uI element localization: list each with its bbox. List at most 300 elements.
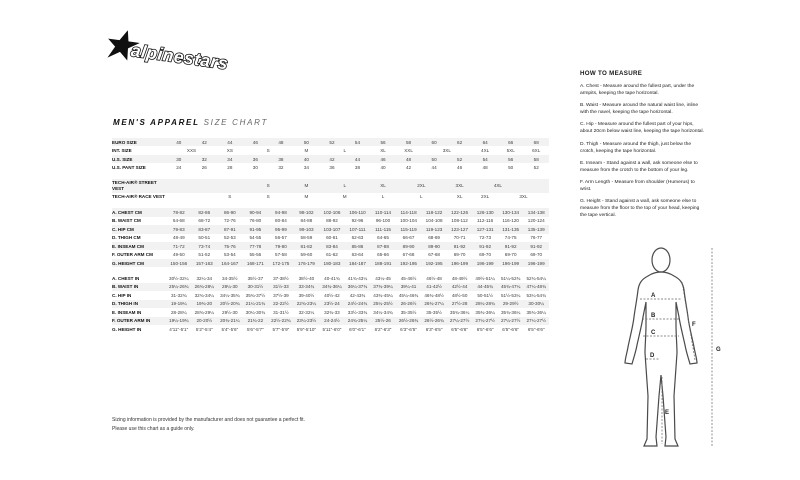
- size-cell: 35¾-36¼: [449, 309, 470, 315]
- size-cell: 32: [278, 165, 284, 170]
- measure-instruction-height: G. Height - Stand against a wall, ask someone else to measure from the floor to the top of your head, keeping the tape vertical.: [580, 199, 700, 219]
- size-cell: L: [343, 183, 346, 189]
- row-label: TECH-AIR® RACE VEST: [112, 194, 165, 200]
- figure-body-outline: [625, 272, 697, 446]
- size-cell: XL: [380, 148, 386, 154]
- size-cell: 92-96: [351, 218, 364, 224]
- size-cell: 48-49: [172, 235, 185, 241]
- row-label: TECH-AIR® STREET VEST: [112, 180, 157, 191]
- table-row: [112, 234, 549, 242]
- size-cell: 100-104: [400, 218, 417, 224]
- size-cell: 91-92: [504, 243, 517, 249]
- size-cell: 134-138: [527, 209, 545, 215]
- size-cell: 2XL: [417, 183, 426, 189]
- size-cell: 130-134: [502, 209, 520, 215]
- size-cell: 34¼-35¾: [220, 292, 240, 298]
- size-cell: 85-86: [351, 243, 364, 249]
- size-cell: 28¾-29¼: [194, 309, 214, 315]
- row-label: EURO SIZE: [112, 139, 137, 145]
- size-cell: 23½-24: [324, 301, 340, 307]
- size-cell: 32: [201, 156, 207, 162]
- size-cell: 35¾-36¼: [475, 309, 495, 315]
- size-cell: 48½-50: [451, 292, 468, 298]
- size-cell: [523, 179, 549, 193]
- size-cell: 49-50: [172, 252, 185, 258]
- body-diagram: [596, 246, 746, 458]
- size-cell: 115-119: [400, 226, 417, 232]
- size-cell: 110-114: [374, 209, 392, 215]
- row-label: U.S. PANT SIZE: [112, 165, 146, 170]
- size-cell: S: [228, 194, 232, 200]
- size-cell: M: [304, 194, 309, 200]
- size-cell: 22½-22¾: [271, 318, 291, 324]
- size-cell: 51¼-52¾: [500, 275, 521, 281]
- size-cell: 68: [533, 139, 539, 145]
- size-cell: 33½-33¾: [347, 309, 368, 315]
- size-cell: 135-139: [527, 226, 545, 232]
- size-cell: 150-156: [170, 260, 188, 266]
- size-cell: 26-26½: [400, 301, 417, 307]
- size-cell: XL: [456, 194, 463, 200]
- size-cell: 42½-44: [451, 284, 468, 290]
- size-cell: 64-68: [172, 218, 185, 224]
- size-cell: 66: [508, 139, 514, 145]
- size-cell: 27¼-27½: [526, 318, 546, 324]
- size-cell: 71-72: [172, 243, 185, 249]
- size-cell: 6'2"-6'3": [374, 326, 392, 332]
- size-cell: 28¼-28¾: [475, 301, 495, 307]
- table-row: [112, 291, 549, 299]
- size-cell: 21¼-21¾: [245, 301, 266, 307]
- size-cell: 46¾-48½: [424, 292, 444, 298]
- size-cell: 157-163: [195, 260, 213, 266]
- size-cell: XXS: [186, 148, 197, 154]
- size-cell: 58-59: [300, 235, 313, 241]
- size-cell: 2XL: [481, 194, 490, 200]
- size-cell: 36: [329, 165, 335, 170]
- size-cell: 52: [457, 156, 463, 162]
- size-cell: 67-68: [402, 252, 415, 258]
- size-cell: 29½-30: [222, 309, 238, 315]
- size-cell: 6'3"-6'5": [425, 326, 443, 332]
- table-row: [112, 208, 549, 216]
- table-gap: [112, 201, 549, 208]
- size-cell: 34¾-36¼: [322, 284, 342, 290]
- size-cell: 40: [380, 165, 386, 170]
- size-cell: 98-102: [299, 209, 314, 215]
- size-cell: 25¼-25½: [373, 301, 393, 307]
- size-cell: 65-66: [377, 252, 389, 258]
- size-cell: 87-88: [377, 243, 389, 249]
- size-cell: 45¼-46¾: [398, 292, 419, 298]
- size-cell: 103-107: [323, 226, 341, 232]
- size-cell: 35¾-36¼: [500, 309, 521, 315]
- size-cell: 35¾-37½: [245, 292, 266, 298]
- size-cell: 56: [508, 156, 514, 162]
- size-cell: 50-51½: [477, 292, 493, 298]
- size-cell: 51-52: [198, 252, 211, 258]
- size-cell: 27½-28: [451, 301, 468, 307]
- table-row: [112, 179, 549, 193]
- size-cell: 50-51: [198, 235, 211, 241]
- table-row: [112, 259, 549, 267]
- size-cell: 58: [405, 139, 412, 145]
- figure-label-d: D: [650, 353, 655, 359]
- size-cell: 43¾-45¼: [373, 292, 393, 298]
- size-cell: 76-80: [249, 218, 262, 224]
- size-cell: 118-122: [425, 209, 443, 215]
- size-chart-table: [112, 138, 549, 334]
- row-label: B. WAIST CM: [112, 218, 141, 224]
- size-cell: 80-84: [275, 218, 287, 224]
- size-cell: 19¼-19¾: [169, 318, 189, 324]
- size-cell: 27¼-27½: [449, 318, 470, 324]
- size-cell: 120-124: [527, 218, 545, 224]
- size-cell: 19-19¼: [170, 301, 187, 307]
- size-cell: 5'2"-5'4": [195, 326, 213, 332]
- size-cell: 37½-39: [273, 292, 289, 298]
- figure-label-a: A: [651, 293, 656, 299]
- size-cell: 49½-51¼: [475, 275, 495, 281]
- size-cell: 32¾-33: [324, 309, 340, 315]
- table-row: [112, 325, 549, 333]
- size-cell: 5'7"-5'9": [272, 326, 290, 332]
- size-cell: 68-69: [428, 235, 440, 241]
- size-cell: 42-43¾: [349, 292, 366, 298]
- size-cell: 34-35½: [222, 275, 238, 281]
- size-cell: 44: [227, 139, 233, 145]
- size-cell: 106-110: [349, 209, 366, 215]
- size-cell: 52: [329, 139, 335, 145]
- size-cell: 40: [176, 139, 182, 145]
- table-row: [112, 163, 549, 171]
- size-cell: 3XL: [455, 183, 464, 189]
- alpinestars-logo: [104, 22, 264, 80]
- size-cell: 72-76: [223, 218, 236, 224]
- size-cell: 39¼-41: [400, 284, 417, 290]
- size-cell: 30¼-30¾: [245, 309, 266, 315]
- size-cell: 42: [201, 139, 207, 145]
- size-cell: 42: [329, 156, 335, 162]
- size-cell: 47¼-48¾: [526, 284, 546, 290]
- size-cell: 30-31½: [247, 284, 264, 290]
- size-cell: 31-31½: [273, 309, 289, 315]
- size-cell: 48: [278, 139, 284, 145]
- size-cell: 5'4"-5'6": [221, 326, 239, 332]
- table-row: [112, 155, 549, 163]
- measurement-figure: [596, 246, 746, 458]
- row-label: F. OUTER ARM IN: [112, 318, 151, 324]
- size-cell: 164-167: [221, 260, 239, 266]
- size-cell: 4XL: [493, 183, 502, 189]
- figure-label-e: E: [665, 410, 670, 416]
- row-label: F. OUTER ARM CM: [112, 252, 153, 258]
- size-cell: 46½-48: [426, 275, 442, 281]
- size-cell: 69-70: [530, 252, 543, 258]
- size-cell: 30: [252, 165, 258, 170]
- size-cell: 22-22½: [273, 301, 289, 307]
- row-label: C. HIP CM: [112, 226, 134, 232]
- size-cell: 23¼-23½: [296, 318, 317, 324]
- alpinestars-wordmark: alpinestars: [129, 39, 230, 74]
- size-cell: 79-83: [172, 226, 185, 232]
- size-cell: 60-61: [326, 235, 338, 241]
- size-cell: 126-130: [476, 209, 494, 215]
- size-cell: S: [266, 183, 270, 189]
- size-cell: 4'11"-5'1": [169, 326, 189, 332]
- table-row: [112, 193, 549, 201]
- size-cell: 3XL: [519, 194, 528, 200]
- size-cell: 37¾-39¼: [373, 284, 393, 290]
- size-cell: 64: [482, 139, 488, 145]
- size-cell: 196-199: [451, 260, 469, 266]
- size-cell: 91-92: [479, 243, 492, 249]
- size-cell: 57-58: [275, 252, 287, 258]
- size-cell: 24: [176, 165, 182, 170]
- figure-label-c: C: [651, 330, 656, 336]
- size-cell: 91-95: [249, 226, 262, 232]
- size-cell: 53-54: [223, 252, 236, 258]
- size-cell: 60: [431, 139, 437, 145]
- size-cell: 52: [533, 165, 539, 170]
- size-cell: 35-35½: [400, 309, 417, 315]
- size-cell: 48: [405, 156, 412, 162]
- size-cell: 82-86: [198, 209, 211, 215]
- size-cell: 81-82: [300, 243, 313, 249]
- disclaimer: [112, 416, 305, 433]
- size-cell: 107-111: [349, 226, 366, 232]
- size-cell: 48-49½: [451, 275, 468, 281]
- size-cell: 76-77: [530, 235, 543, 241]
- row-label: G. HEIGHT IN: [112, 326, 142, 332]
- size-cell: L: [343, 148, 346, 154]
- table-row: [112, 308, 549, 316]
- size-cell: M: [304, 183, 309, 189]
- size-cell: 192-195: [400, 260, 417, 266]
- size-cell: 52-53: [223, 235, 236, 241]
- size-cell: 20¾-21¼: [220, 318, 240, 324]
- size-cell: 22¾-23¼: [296, 301, 317, 307]
- row-label: U.S. SIZE: [112, 156, 133, 162]
- size-cell: 5XL: [506, 148, 515, 154]
- size-cell: 44: [354, 156, 361, 162]
- size-cell: 39-40½: [298, 292, 315, 298]
- size-cell: 119-123: [425, 226, 443, 232]
- size-cell: 127-131: [476, 226, 494, 232]
- size-cell: 102-106: [323, 209, 341, 215]
- row-label: D. THIGH IN: [112, 301, 139, 307]
- row-label: D. THIGH CM: [112, 235, 141, 241]
- size-cell: 55-56: [249, 252, 262, 258]
- size-cell: 28¼-30: [222, 284, 238, 290]
- size-cell: 78-82: [172, 209, 185, 215]
- size-cell: 26¾-28¼: [194, 284, 214, 290]
- row-label: G. HEIGHT CM: [112, 260, 144, 266]
- size-cell: 114-118: [400, 209, 417, 215]
- size-cell: 196-199: [476, 260, 494, 266]
- size-cell: XL: [380, 183, 386, 189]
- size-cell: 44: [431, 165, 437, 170]
- size-cell: 6'5"-6'6": [527, 326, 545, 332]
- size-cell: 67-68: [428, 252, 440, 258]
- size-cell: XXL: [404, 148, 413, 154]
- row-label: C. HIP IN: [112, 292, 132, 298]
- size-cell: 32¼-34: [196, 275, 213, 281]
- size-cell: 19¾-20: [196, 301, 213, 307]
- size-cell: 56-57: [275, 235, 287, 241]
- size-cell: M: [342, 194, 347, 200]
- size-cell: 56: [380, 139, 386, 145]
- size-cell: 123-127: [451, 226, 469, 232]
- size-cell: 32-32¼: [298, 309, 315, 315]
- size-cell: 77-78: [249, 243, 262, 249]
- size-cell: 26¾-27¼: [424, 301, 444, 307]
- size-cell: 74-75: [504, 235, 517, 241]
- size-cell: 5'9"-5'10": [296, 326, 317, 332]
- size-cell: 48: [482, 165, 488, 170]
- row-label: E. INSEAM CM: [112, 243, 144, 249]
- size-cell: 196-199: [502, 260, 520, 266]
- row-label: INT. SIZE: [112, 148, 132, 154]
- page-title-secondary: SIZE CHART: [203, 118, 269, 127]
- size-cell: 6'5"-6'6": [476, 326, 494, 332]
- size-cell: 26: [201, 165, 207, 170]
- size-cell: 108-112: [451, 218, 468, 224]
- size-cell: 73-74: [198, 243, 211, 249]
- size-cell: 176-179: [297, 260, 315, 266]
- size-cell: 35-35½: [426, 309, 442, 315]
- size-cell: 30: [176, 156, 182, 162]
- measure-instruction-chest: A. Chest - Measure around the fullest part, under the armpits, keeping the tape horizontal.: [580, 84, 695, 96]
- size-cell: 116-120: [502, 218, 519, 224]
- size-cell: 90-94: [249, 209, 262, 215]
- size-cell: 112-116: [477, 218, 494, 224]
- table-gap: [112, 267, 549, 274]
- size-cell: 63-64: [351, 252, 364, 258]
- size-cell: 83-84: [326, 243, 338, 249]
- size-cell: 75-76: [223, 243, 236, 249]
- size-cell: 66-67: [402, 235, 415, 241]
- measure-instruction-waist: B. Waist - Measure around the natural waist line, inline with the navel, keeping the tape horizontal.: [580, 103, 699, 116]
- size-cell: 31-32¾: [170, 292, 187, 298]
- size-cell: 40-41¾: [324, 275, 340, 281]
- size-cell: 111-115: [375, 226, 391, 232]
- size-cell: 172-175: [272, 260, 290, 266]
- table-row: [112, 274, 549, 282]
- size-cell: 34: [303, 165, 309, 170]
- size-cell: 6XL: [532, 148, 541, 154]
- size-cell: 58: [533, 156, 539, 162]
- size-cell: 25½-26: [375, 318, 391, 324]
- size-cell: [166, 193, 217, 201]
- size-cell: S: [266, 194, 270, 200]
- size-cell: 99-103: [299, 226, 314, 232]
- size-cell: [166, 179, 243, 193]
- table-row: [112, 138, 549, 146]
- size-cell: 89-90: [428, 243, 440, 249]
- size-cell: 196-199: [527, 260, 545, 266]
- size-cell: 95-99: [275, 226, 287, 232]
- size-cell: 38½-40: [298, 275, 315, 281]
- size-cell: 6'3"-6'5": [400, 326, 417, 332]
- table-row: [112, 300, 549, 308]
- size-cell: 62-63: [351, 235, 364, 241]
- row-label: B. WAIST IN: [112, 284, 139, 290]
- size-cell: 41¾-43¼: [347, 275, 368, 281]
- size-cell: 30-30¼: [528, 301, 545, 307]
- size-cell: 21¾-22: [247, 318, 264, 324]
- measure-instruction-thigh: D. Thigh - Measure around the thigh, just below the crotch, keeping the tape horizontal.: [580, 141, 692, 154]
- size-cell: 104-108: [425, 218, 443, 224]
- size-cell: 50: [508, 165, 514, 170]
- measure-instruction-inseam: E. Inseam - Stand against a wall, ask someone else to measure from the crotch to the bottom of your leg.: [580, 160, 698, 173]
- size-cell: M: [304, 148, 309, 154]
- size-cell: 70-71: [453, 235, 466, 241]
- page-title-primary: MEN'S APPAREL: [113, 118, 200, 127]
- size-cell: 45-46½: [400, 275, 417, 281]
- size-cell: 38: [278, 156, 284, 162]
- size-cell: 83-87: [198, 226, 211, 232]
- size-cell: 20-20½: [196, 318, 213, 324]
- size-cell: 27¼-27½: [500, 318, 521, 324]
- size-cell: 29-29½: [502, 301, 519, 307]
- size-cell: 25¼-26¾: [169, 284, 189, 290]
- size-cell: XS: [226, 148, 233, 154]
- size-cell: 192-195: [425, 260, 443, 266]
- size-cell: 68-72: [198, 218, 211, 224]
- size-cell: 69-70: [453, 252, 466, 258]
- size-cell: 46: [252, 139, 258, 145]
- size-cell: S: [266, 148, 270, 154]
- size-cell: 46: [457, 165, 463, 170]
- table-row: [112, 283, 549, 291]
- size-cell: 131-135: [502, 226, 520, 232]
- size-cell: 91-92: [453, 243, 466, 249]
- size-cell: 40½-42: [324, 292, 340, 298]
- size-cell: 62: [457, 139, 463, 145]
- size-cell: 24-24½: [324, 318, 340, 324]
- size-cell: 5'6"-5'7": [246, 326, 264, 332]
- size-cell: 37-38½: [273, 275, 289, 281]
- row-label: E. INSEAM IN: [112, 309, 142, 315]
- figure-head: [652, 248, 670, 272]
- size-cell: 45¾-47¼: [500, 284, 521, 290]
- size-cell: 184-187: [349, 260, 366, 266]
- size-cell: 52¾-54¼: [526, 275, 546, 281]
- size-cell: 36: [252, 156, 258, 162]
- figure-label-f: F: [692, 322, 696, 328]
- size-cell: 96-100: [375, 218, 391, 224]
- figure-label-g: G: [716, 347, 721, 353]
- measure-instruction-hip: C. Hip - Measure around the fullest part of your hips, about 20cm below waist line, keeping the tape horizontal.: [580, 122, 704, 135]
- how-to-measure-panel: [580, 70, 704, 225]
- size-cell: 122-126: [451, 209, 469, 215]
- size-cell: 27¼-27½: [475, 318, 495, 324]
- size-cell: 5'11"-6'0": [322, 326, 342, 332]
- measure-instruction-arm: F. Arm Length - Measure from shoulder (Humerus) to wrist.: [580, 180, 695, 192]
- size-cell: 188-191: [374, 260, 392, 266]
- size-cell: 61-62: [326, 252, 338, 258]
- size-cell: 168-171: [246, 260, 264, 266]
- size-cell: 35½-37: [247, 275, 264, 281]
- size-cell: 46: [380, 156, 386, 162]
- size-cell: 72-73: [479, 235, 492, 241]
- size-cell: 54-55: [249, 235, 262, 241]
- size-cell: 4XL: [481, 148, 490, 154]
- page-title: [113, 118, 268, 127]
- size-cell: L: [420, 194, 423, 200]
- arm-length-line: [682, 282, 695, 360]
